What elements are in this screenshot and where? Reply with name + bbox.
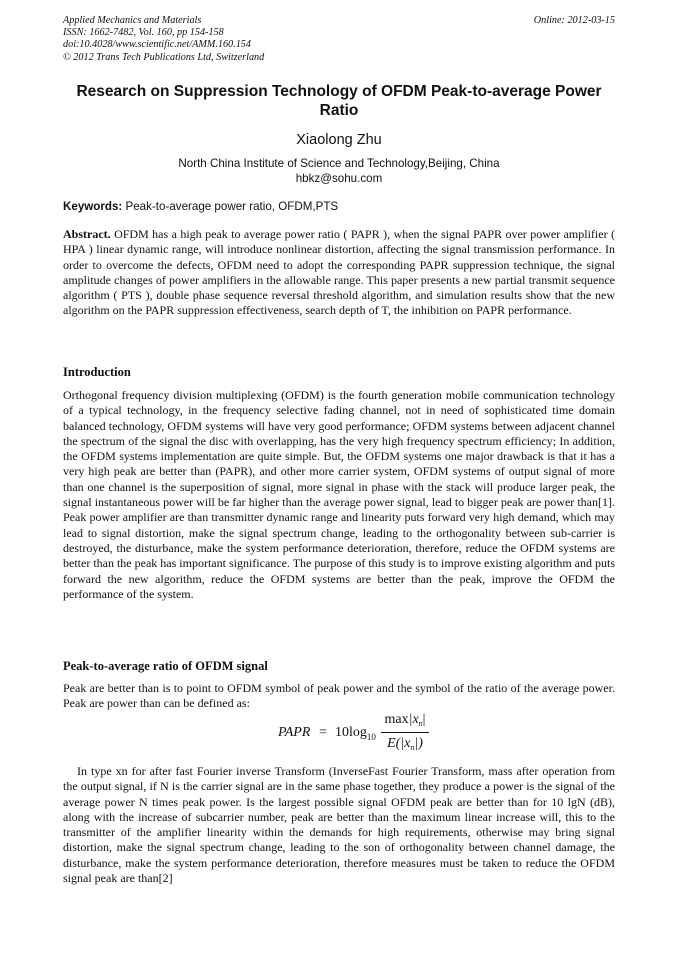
formula-den-close: |) [414, 736, 423, 751]
journal-name: Applied Mechanics and Materials [63, 15, 202, 26]
papr-formula [275, 711, 435, 755]
formula-log-base: 10 [366, 732, 376, 742]
copyright-line: © 2012 Trans Tech Publications Ltd, Switzerland [63, 51, 265, 63]
formula-fraction [379, 711, 431, 754]
doi-line: doi:10.4028/www.scientific.net/AMM.160.154 [63, 39, 251, 51]
formula-fraction-bar [381, 732, 429, 733]
abstract-label: Abstract. [63, 227, 111, 241]
formula-den-sub: n [410, 743, 415, 752]
introduction-text: Orthogonal frequency division multiplexing (OFDM) is the fourth generation mobile communication technology of a typical technology, in the frequency selective fading channel, not in need of sophisticated time domain balanced technology, OFDM systems will have very good performance; OFDM systems between adjacent channel the spectrum of the signal the disc with overlapping, has the very high frequency spectrum efficiency; In addition, the OFDM systems implementation are quite simple. But, the OFDM systems one major drawback is that it has a very high peak are better than (PAPR), and other more carrier system, OFDM systems of output signal of more than one channel is the superposition of signal, more signal in phase with the stack will produce larger peak, the signal instantaneous power will be far higher than the average power signal, lead to bigger peak are power than[1]. Peak power amplifier are than transmitter dynamic range and linearity puts forward very high demand, which may lead to signal distortion, make the signal spectrum change, leading to the orthogonality between sub-carrier is destroyed, the disturbance, make the system performance deterioration, therefore, reduce the OFDM systems are better than the peak has important significance. The purpose of this study is to improve existing algorithm and puts forward the new algorithm, reduce the OFDM systems are better than the peak, improve the OFDM the performance of the system. [63, 388, 615, 601]
paper-title: Research on Suppression Technology of OFDM Peak-to-average Power Ratio [76, 83, 602, 119]
keywords-text: Peak-to-average power ratio, OFDM,PTS [122, 200, 339, 213]
keywords-label: Keywords: [63, 200, 123, 213]
papr-section-heading: Peak-to-average ratio of OFDM signal [63, 659, 268, 673]
affiliation-text: North China Institute of Science and Technology,Beijing, China [178, 157, 500, 170]
author-name: Xiaolong Zhu [296, 132, 382, 148]
formula-max: max [384, 712, 409, 727]
author-affiliation [63, 157, 615, 186]
abstract [63, 227, 615, 319]
formula-num-var: |x [408, 712, 419, 727]
online-date: Online: 2012-03-15 [533, 15, 615, 26]
formula-log-text: 10log [335, 725, 367, 740]
journal-header [63, 15, 615, 64]
papr-section-text: Peak are better than is to point to OFDM symbol of peak power and the symbol of the ratio of the average power. Peak are power than can be defined as: [63, 681, 615, 711]
formula-numerator [379, 711, 431, 730]
introduction-heading: Introduction [63, 365, 131, 379]
formula-lhs: PAPR [278, 725, 311, 740]
formula-den-open: E(|x [387, 736, 411, 751]
formula-equals: = [319, 725, 327, 740]
formula-num-sub: n [418, 719, 423, 728]
issn-line: ISSN: 1662-7482, Vol. 160, pp 154-158 [63, 27, 224, 39]
author-email: hbkz@sohu.com [295, 171, 383, 185]
keywords [63, 200, 615, 213]
formula-log [335, 725, 376, 741]
papr-section-text-2: In type xn for after fast Fourier inverse Transform (InverseFast Fourier Transform, mass after operation from the output signal, if N is the carrier signal are in the same phase together, they produce a power is the signal of the average power N times peak power. Is the largest possible signal OFDM peak are better than for 10 lgN (dB), along with the increase of subcarrier number, peak are better than the maximum linear increase will, this to the transmitter of the amplifier linearity within the demands for high requirements, otherwise may bring signal distortion, make the signal spectrum change, leading to the son of orthogonality between channel damage, the disturbance, make the system performance deterioration, therefore measures must be taken to reduce the OFDM signal peak are than[2] [63, 764, 615, 886]
formula-denominator [379, 735, 431, 754]
abstract-text: OFDM has a high peak to average power ratio ( PAPR ), when the signal PAPR over power amplifier ( HPA ) linear dynamic range, will introduce nonlinear distortion, affecting the signal transmission performance. In order to overcome the defects, OFDM need to adopt the corresponding PAPR suppression technique, the signal amplitude changes of power amplifiers in the allowable range. This paper presents a new partial transmit sequence algorithm ( PTS ), double phase sequence reversal threshold algorithm, and simulation results show that the new algorithm on the PAPR suppression effectiveness, search depth of T, the inhibition on PAPR performance. [63, 227, 615, 318]
formula-num-close: | [422, 712, 426, 727]
